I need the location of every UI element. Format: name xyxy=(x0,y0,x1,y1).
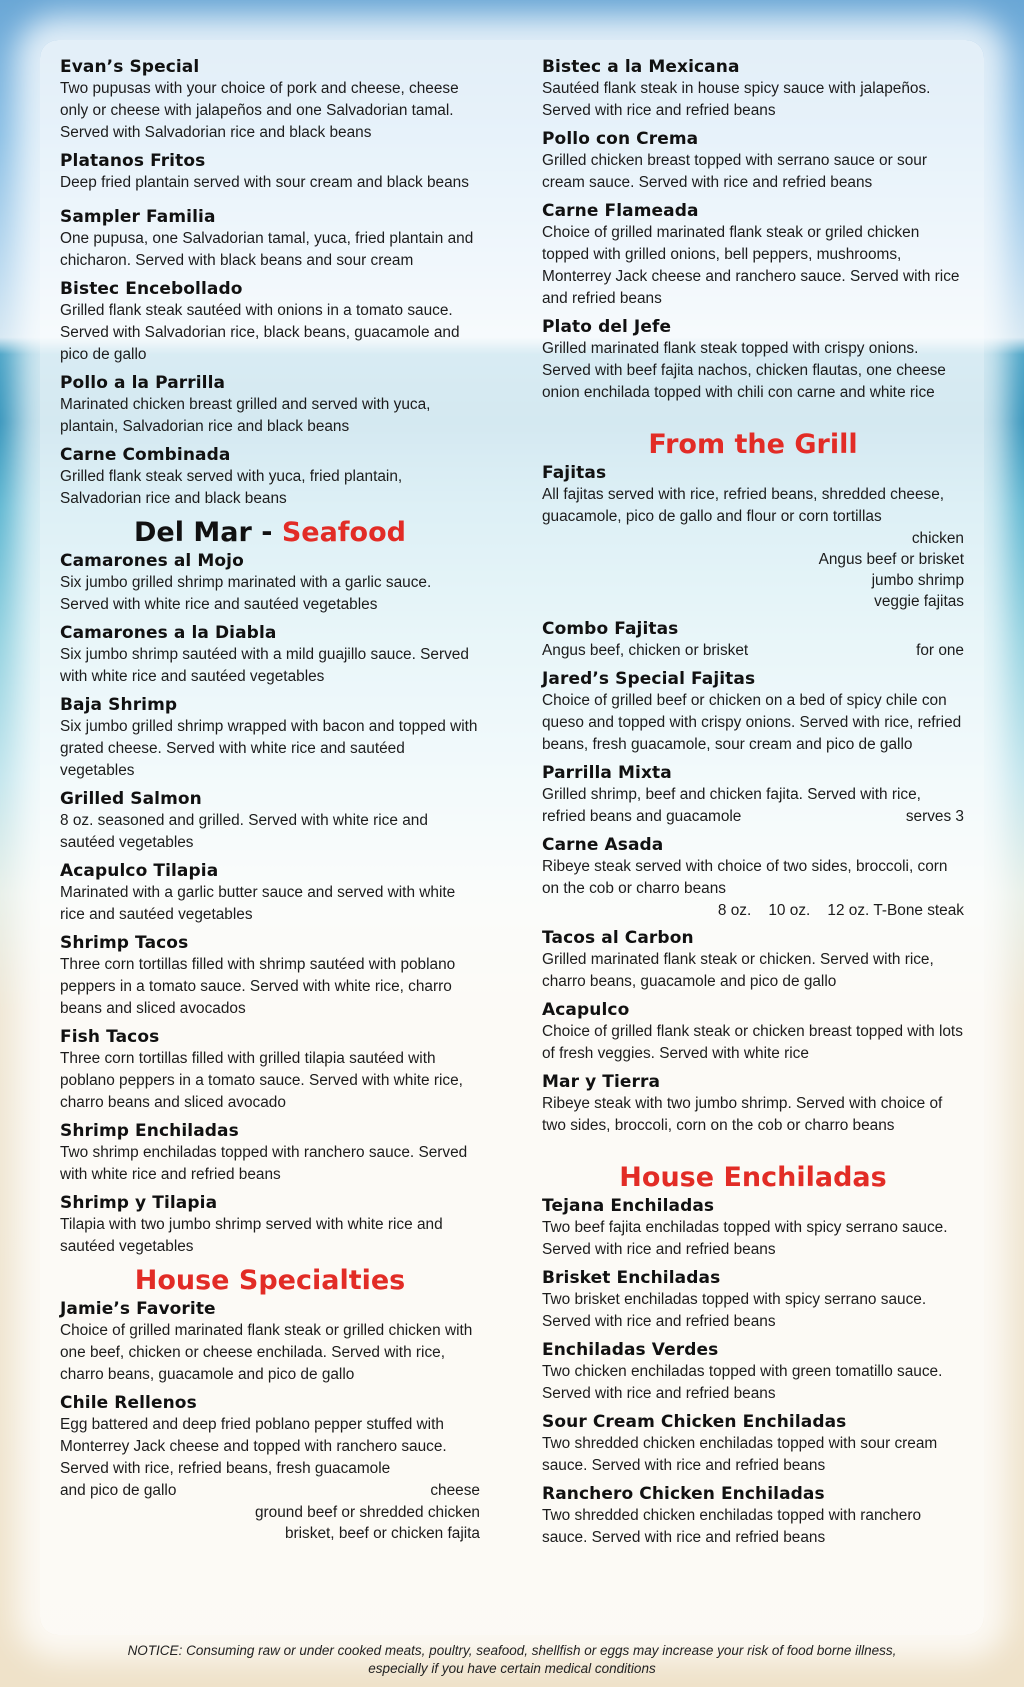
spacer xyxy=(542,410,964,424)
item-description: Grilled shrimp, beef and chicken fajita. Served with rice, xyxy=(542,786,921,803)
item-description: Choice of grilled marinated flank steak or grilled chicken with one beef, chicken or cheese enchilada. Served with rice, charro beans, guacamole and pico de gallo xyxy=(60,1322,473,1383)
item-name: Shrimp Tacos xyxy=(60,933,189,953)
item-description: Two shredded chicken enchiladas topped with ranchero sauce. Served with rice and refried beans xyxy=(542,1507,922,1546)
item-option: veggie fajitas xyxy=(874,593,964,610)
menu-item-fish-tacos xyxy=(60,1026,480,1114)
item-name: Camarones a la Diabla xyxy=(60,623,277,643)
section-title-from-the-grill: From the Grill xyxy=(648,429,858,460)
menu-item-enchiladas-verdes xyxy=(542,1339,964,1405)
menu-item-jamies-favorite xyxy=(60,1298,480,1386)
menu-item-mar-y-tierra xyxy=(542,1071,964,1137)
item-description: Deep fried plantain served with sour cream and black beans xyxy=(60,174,469,191)
item-description: Grilled marinated flank steak topped with crispy onions. Served with beef fajita nachos, chicken flautas, one cheese onion enchilada topped with chili con carne and white rice xyxy=(542,340,946,401)
item-description: Choice of grilled flank steak or chicken breast topped with lots of fresh veggies. Served with white rice xyxy=(542,1023,963,1062)
item-option: for one xyxy=(916,642,964,659)
item-name: Carne Asada xyxy=(542,835,664,855)
menu-item-shrimp-tacos xyxy=(60,932,480,1020)
menu-item-sour-cream-chicken-enchiladas xyxy=(542,1411,964,1477)
item-description: Grilled chicken breast topped with serrano sauce or sour cream sauce. Served with rice and refried beans xyxy=(542,152,927,191)
item-name: Grilled Salmon xyxy=(60,789,202,809)
item-description: Tilapia with two jumbo shrimp served with white rice and sautéed vegetables xyxy=(60,1216,443,1255)
notice-line: especially if you have certain medical conditions xyxy=(368,1661,656,1676)
item-name: Camarones al Mojo xyxy=(60,551,244,571)
item-name: Fajitas xyxy=(542,463,607,483)
left-column xyxy=(60,56,480,1550)
menu-item-bistec-mexicana xyxy=(542,56,964,122)
item-description: One pupusa, one Salvadorian tamal, yuca, fried plantain and chicharon. Served with black beans and sour cream xyxy=(60,230,474,269)
item-description: Two shredded chicken enchiladas topped with sour cream sauce. Served with rice and refried beans xyxy=(542,1435,938,1474)
item-description-end: and pico de gallo xyxy=(60,1482,177,1499)
item-description: Sautéed flank steak in house spicy sauce with jalapeños. Served with rice and refried beans xyxy=(542,80,931,119)
item-description: Marinated chicken breast grilled and served with yuca, plantain, Salvadorian rice and black beans xyxy=(60,396,431,435)
section-title-house-enchiladas: House Enchiladas xyxy=(619,1162,887,1193)
item-option: serves 3 xyxy=(905,808,964,825)
item-name: Combo Fajitas xyxy=(542,619,679,639)
item-description: Six jumbo grilled shrimp marinated with a garlic sauce. Served with white rice and sautéed vegetables xyxy=(60,574,432,613)
menu-item-baja-shrimp xyxy=(60,694,480,782)
notice-line: NOTICE: Consuming raw or under cooked meats, poultry, seafood, shellfish or eggs may increase your risk of food borne illness, xyxy=(127,1643,897,1658)
item-option: brisket, beef or chicken fajita xyxy=(284,1525,480,1542)
item-name: Evan’s Special xyxy=(60,57,200,77)
menu-item-chile-rellenos xyxy=(60,1392,480,1544)
item-description: Grilled flank steak sautéed with onions in a tomato sauce. Served with Salvadorian rice, black beans, guacamole and pico de gallo xyxy=(60,302,460,363)
item-description: All fajitas served with rice, refried beans, shredded cheese, guacamole, pico de gallo and flour or corn tortillas xyxy=(542,486,945,525)
menu-item-acapulco xyxy=(542,999,964,1065)
menu-item-carne-asada xyxy=(542,834,964,921)
item-name: Pollo con Crema xyxy=(542,129,699,149)
right-column xyxy=(542,56,964,1555)
section-title-part: Seafood xyxy=(281,517,406,548)
item-name: Enchiladas Verdes xyxy=(542,1340,719,1360)
item-description: Ribeye steak with two jumbo shrimp. Served with choice of two sides, broccoli, corn on the cob or charro beans xyxy=(542,1095,943,1134)
menu-item-fajitas xyxy=(542,462,964,612)
item-name: Chile Rellenos xyxy=(60,1393,197,1413)
item-description: Egg battered and deep fried poblano pepper stuffed with Monterrey Jack cheese and topped with ranchero sauce. Served with rice, refried beans, fresh guacamole xyxy=(60,1416,447,1477)
item-description: Six jumbo shrimp sautéed with a mild guajillo sauce. Served with white rice and sautéed vegetables xyxy=(60,646,469,685)
menu-item-tacos-carbon xyxy=(542,927,964,993)
menu-item-sampler-familia xyxy=(60,206,480,272)
item-name: Acapulco xyxy=(542,1000,630,1020)
item-name: Ranchero Chicken Enchiladas xyxy=(542,1484,825,1504)
item-name: Mar y Tierra xyxy=(542,1072,661,1092)
item-options-row xyxy=(542,806,964,828)
item-name: Fish Tacos xyxy=(60,1027,160,1047)
item-name: Sour Cream Chicken Enchiladas xyxy=(542,1412,847,1432)
item-name: Shrimp y Tilapia xyxy=(60,1193,218,1213)
item-description: Six jumbo grilled shrimp wrapped with bacon and topped with grated cheese. Served with white rice and sautéed vegetables xyxy=(60,718,478,779)
item-description: Two beef fajita enchiladas topped with spicy serrano sauce. Served with rice and refried beans xyxy=(542,1219,948,1258)
item-option: ground beef or shredded chicken xyxy=(254,1504,480,1521)
menu-item-combo-fajitas xyxy=(542,618,964,662)
menu-item-carne-flameada xyxy=(542,200,964,310)
item-description: Two brisket enchiladas topped with spicy serrano sauce. Served with rice and refried beans xyxy=(542,1291,927,1330)
menu-item-plato-jefe xyxy=(542,316,964,404)
item-name: Tejana Enchiladas xyxy=(542,1196,715,1216)
item-description: 8 oz. seasoned and grilled. Served with white rice and sautéed vegetables xyxy=(60,812,428,851)
menu-item-brisket-enchiladas xyxy=(542,1267,964,1333)
menu-item-parrilla-mixta xyxy=(542,762,964,828)
menu-item-acapulco-tilapia xyxy=(60,860,480,926)
item-description: Grilled flank steak served with yuca, fried plantain, Salvadorian rice and black beans xyxy=(60,468,403,507)
menu-item-tejana-enchiladas xyxy=(542,1195,964,1261)
menu-item-shrimp-enchiladas xyxy=(60,1120,480,1186)
item-name: Carne Combinada xyxy=(60,445,231,465)
menu-item-platanos-fritos xyxy=(60,150,480,194)
menu-item-shrimp-tilapia xyxy=(60,1192,480,1258)
item-name: Parrilla Mixta xyxy=(542,763,672,783)
item-description: Grilled marinated flank steak or chicken. Served with rice, charro beans, guacamole and pico de gallo xyxy=(542,951,934,990)
item-description: Two pupusas with your choice of pork and cheese, cheese only or cheese with jalapeños and one Salvadorian tamal. Served with Salvadorian rice and black beans xyxy=(60,80,459,141)
item-name: Tacos al Carbon xyxy=(542,928,694,948)
menu-item-evans-special xyxy=(60,56,480,144)
menu-item-camarones-diabla xyxy=(60,622,480,688)
item-name: Plato del Jefe xyxy=(542,317,672,337)
item-option: 8 oz. 10 oz. 12 oz. T-Bone steak xyxy=(717,902,964,919)
item-name: Carne Flameada xyxy=(542,201,699,221)
menu-item-grilled-salmon xyxy=(60,788,480,854)
item-name: Brisket Enchiladas xyxy=(542,1268,721,1288)
item-name: Jamie’s Favorite xyxy=(60,1299,216,1319)
menu-item-jareds-special-fajitas xyxy=(542,668,964,756)
item-option: Angus beef or brisket xyxy=(818,551,964,568)
item-description: Two shrimp enchiladas topped with ranchero sauce. Served with white rice and refried beans xyxy=(60,1144,468,1183)
food-safety-notice xyxy=(60,1642,964,1678)
section-title-seafood xyxy=(60,516,480,550)
menu-item-camarones-mojo xyxy=(60,550,480,616)
item-name: Bistec Encebollado xyxy=(60,279,243,299)
item-option: cheese xyxy=(430,1482,480,1499)
spacer xyxy=(542,1143,964,1157)
menu-item-bistec-encebollado xyxy=(60,278,480,366)
item-options-row xyxy=(542,640,964,662)
item-name: Jared’s Special Fajitas xyxy=(542,669,756,689)
item-name: Platanos Fritos xyxy=(60,151,206,171)
menu-item-ranchero-chicken-enchiladas xyxy=(542,1483,964,1549)
item-description: Choice of grilled beef or chicken on a bed of spicy chile con queso and topped with crispy onions. Served with rice, refried beans, fresh guacamole, sour cream and pico de gallo xyxy=(542,692,962,753)
menu-item-pollo-parrilla xyxy=(60,372,480,438)
item-name: Baja Shrimp xyxy=(60,695,178,715)
item-name: Acapulco Tilapia xyxy=(60,861,219,881)
item-options-row xyxy=(60,1480,480,1502)
item-name: Sampler Familia xyxy=(60,207,216,227)
item-option: chicken xyxy=(911,530,964,547)
item-description: Choice of grilled marinated flank steak or griled chicken topped with grilled onions, bell peppers, mushrooms, Monterrey Jack cheese and ranchero sauce. Served with rice and refried beans xyxy=(542,224,960,307)
item-description: Ribeye steak served with choice of two sides, broccoli, corn on the cob or charro beans xyxy=(542,858,948,897)
item-description: Three corn tortillas filled with shrimp sautéed with poblano peppers in a tomato sauce. Served with white rice, charro beans and sliced avocados xyxy=(60,956,456,1017)
item-description: Three corn tortillas filled with grilled tilapia sautéed with poblano peppers in a tomato sauce. Served with white rice, charro beans and sliced avocado xyxy=(60,1050,463,1111)
section-title-house-specialties: House Specialties xyxy=(134,1265,406,1296)
menu-item-carne-combinada xyxy=(60,444,480,510)
item-description-end: refried beans and guacamole xyxy=(542,808,742,825)
menu-item-pollo-crema xyxy=(542,128,964,194)
item-name: Pollo a la Parrilla xyxy=(60,373,226,393)
item-option: jumbo shrimp xyxy=(871,572,964,589)
section-title-part: Del Mar - xyxy=(134,517,282,548)
item-description: Angus beef, chicken or brisket xyxy=(542,642,749,659)
item-description: Two chicken enchiladas topped with green tomatillo sauce. Served with rice and refried beans xyxy=(542,1363,943,1402)
item-description: Marinated with a garlic butter sauce and served with white rice and sautéed vegetables xyxy=(60,884,456,923)
item-name: Shrimp Enchiladas xyxy=(60,1121,239,1141)
item-name: Bistec a la Mexicana xyxy=(542,57,740,77)
